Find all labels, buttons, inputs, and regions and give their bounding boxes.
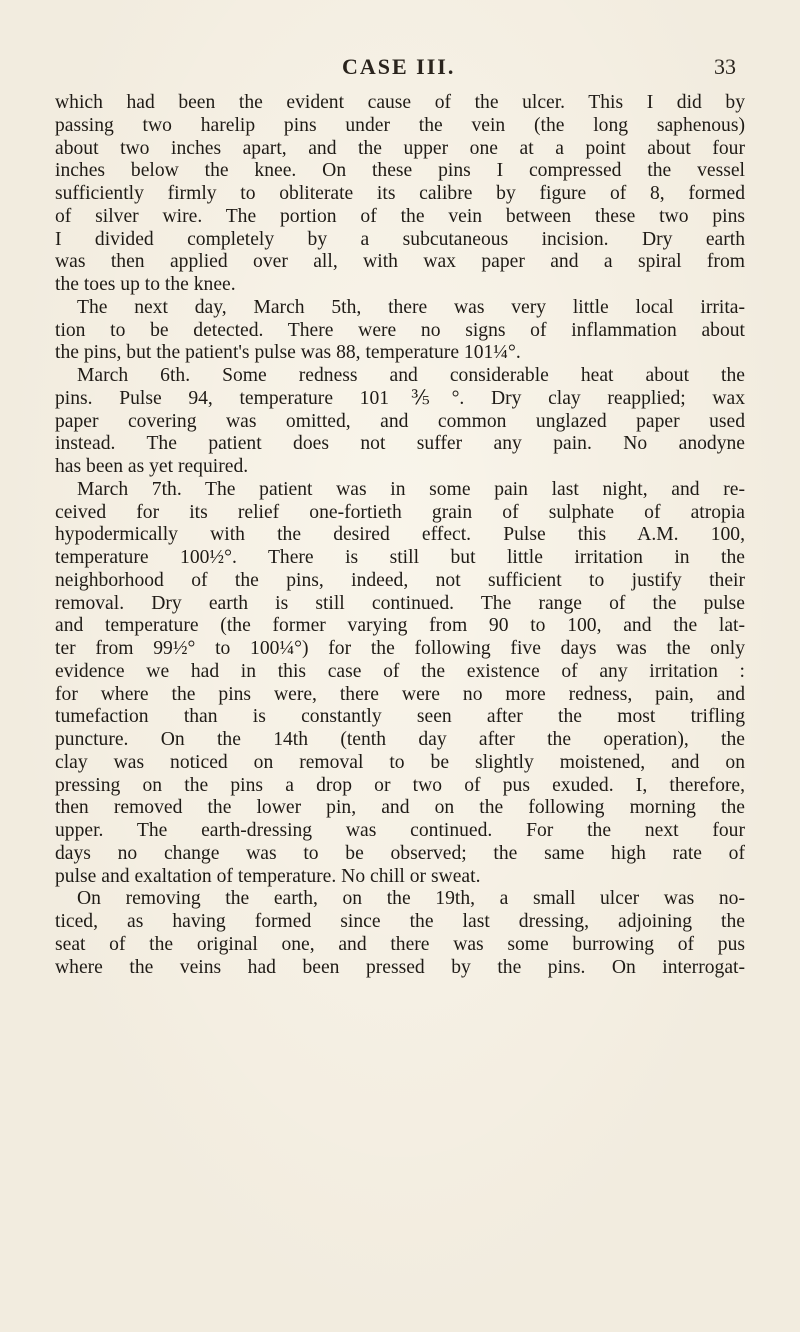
text-line: for where the pins were, there were no more redness, pain, and [55, 683, 745, 705]
text-line: where the veins had been pressed by the pins. On interrogat- [55, 956, 745, 978]
text-line: passing two harelip pins under the vein (the long saphenous) [55, 114, 745, 136]
text-line: instead. The patient does not suffer any pain. No anodyne [55, 433, 745, 455]
page-number: 33 [714, 54, 736, 79]
text-line: and temperature (the former varying from 90 to 100, and the lat- [55, 615, 745, 637]
text-line: days no change was to be observed; the same high rate of [55, 842, 745, 864]
text-line: was then applied over all, with wax paper and a spiral from [55, 251, 745, 273]
text-line: inches below the knee. On these pins I compressed the vessel [55, 160, 745, 182]
text-line: the pins, but the patient's pulse was 88, temperature 101¼°. [55, 342, 521, 364]
text-line: ticed, as having formed since the last dressing, adjoining the [55, 911, 745, 932]
text-line: On removing the earth, on the 19th, a small ulcer was no- [77, 888, 745, 910]
text-line: puncture. On the 14th (tenth day after the operation), the [55, 729, 745, 750]
running-title: CASE III. [342, 54, 456, 79]
text-line: temperature 100½°. There is still but little irritation in the [55, 547, 745, 568]
text-line: I divided completely by a subcutaneous incision. Dry earth [55, 228, 745, 250]
text-line: ter from 99½° to 100¼°) for the following five days was the only [55, 638, 745, 659]
text-line: hypodermically with the desired effect. Pulse this A.M. 100, [55, 524, 745, 546]
text-line: tumefaction than is constantly seen after the most trifling [55, 706, 745, 728]
text-line: pressing on the pins a drop or two of pus exuded. I, therefore, [55, 774, 745, 796]
text-line: upper. The earth-dressing was continued. For the next four [55, 820, 745, 841]
text-line: removal. Dry earth is still continued. The range of the pulse [55, 592, 745, 614]
text-line: pins. Pulse 94, temperature 101⅗°. Dry clay reapplied; wax [55, 387, 745, 409]
text-line: March 7th. The patient was in some pain last night, and re- [77, 478, 745, 500]
text-line: paper covering was omitted, and common unglazed paper used [55, 410, 745, 432]
body-text [55, 92, 745, 979]
text-line: The next day, March 5th, there was very little local irrita- [77, 296, 745, 318]
text-line: tion to be detected. There were no signs of inflammation about [55, 319, 745, 341]
text-line: about two inches apart, and the upper one at a point about four [55, 137, 745, 159]
running-head [0, 54, 800, 84]
text-line: sufficiently firmly to obliterate its calibre by figure of 8, formed [55, 183, 745, 204]
text-line: ceived for its relief one-fortieth grain of sulphate of atropia [55, 501, 745, 523]
text-line: of silver wire. The portion of the vein between these two pins [55, 205, 745, 227]
text-line: seat of the original one, and there was some burrowing of pus [55, 933, 745, 955]
text-line: pulse and exaltation of temperature. No chill or sweat. [55, 865, 481, 887]
text-line: clay was noticed on removal to be slightly moistened, and on [55, 751, 745, 773]
text-line: March 6th. Some redness and considerable heat about the [77, 365, 745, 386]
text-line: then removed the lower pin, and on the following morning the [55, 797, 745, 819]
text-line: has been as yet required. [55, 456, 249, 477]
text-line: neighborhood of the pins, indeed, not sufficient to justify their [55, 569, 745, 591]
text-line: evidence we had in this case of the existence of any irritation : [55, 660, 745, 682]
text-line: the toes up to the knee. [55, 274, 236, 295]
text-line: which had been the evident cause of the ulcer. This I did by [55, 92, 745, 113]
